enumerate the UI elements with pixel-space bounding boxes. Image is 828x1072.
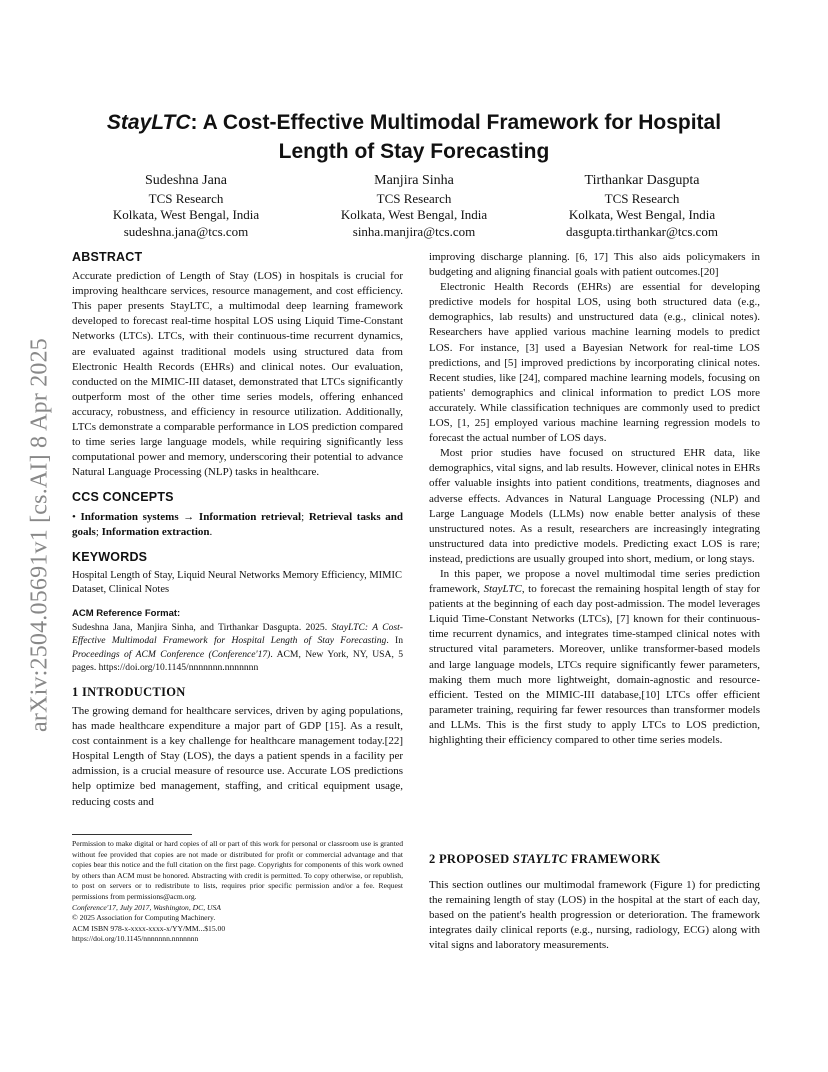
abstract-heading: ABSTRACT xyxy=(72,250,143,264)
ref-in: . In xyxy=(386,635,403,647)
ref-title: StayLTC: A Cost-Effective Multimodal Framework for Hospital Length of Stay Forecasting xyxy=(72,621,403,647)
author-location: Kolkata, West Bengal, India xyxy=(112,207,260,222)
left-column xyxy=(72,250,403,810)
author-location: Kolkata, West Bengal, India xyxy=(568,207,716,222)
section-2-text: This section outlines our multimodal framework (Figure 1) for predicting the remaining length of stay (LOS) in the hospital at the start of each day, based on the patient's health progression or deterioration. The framework integrates daily clinical reports (e.g., nursing, radiology, ECG) along with vital signs and laboratory measurements. xyxy=(429,879,760,952)
author-name: Manjira Sinha xyxy=(374,173,454,188)
author-affiliation: TCS Research xyxy=(148,190,224,206)
keywords-heading: KEYWORDS xyxy=(72,549,148,564)
arrow-icon: → xyxy=(183,510,195,523)
footnote-rule xyxy=(72,834,192,835)
ccs-term: Information systems xyxy=(80,510,179,523)
permission-text: Permission to make digital or hard copies of all or part of this work for personal or classroom use is granted without fee provided that copies are not made or distributed for profit or commercial advantage and that copies bear this notice and the full citation on the first page. Copyrights for components of this work owned by others than ACM must be honored. Abstracting with credit is permitted. To copy otherwise, or republish, to post on servers or to redistribute to lists, requires prior specific permission and/or a fee. Request permissions from permissions@acm.org. xyxy=(72,839,403,901)
intro-paragraph xyxy=(429,567,760,748)
ccs-bullet: • xyxy=(72,510,76,523)
ccs-heading: CCS CONCEPTS xyxy=(72,490,174,505)
section-2-heading xyxy=(429,852,760,867)
intro-paragraph: Electronic Health Records (EHRs) are essential for developing predictive models for hospital LOS, using both structured data (e.g., demographics, lab results) and unstructured data (e.g., clinical notes). Researchers have applied various machine learning models to predict LOS. For instance, [3] used a Bayesian Network for real-time LOS predictions, and [5] improved predictions by incorporating clinical notes. Recent studies, like [24], compared machine learning models, focusing on patients' demographics and clinical information to predict LOS more accurately. While classification techniques are commonly used to predict LOS, [1, 25] employed various machine learning regression models to forecast the actual number of LOS days. xyxy=(429,281,760,445)
author-name: Sudeshna Jana xyxy=(144,173,228,188)
section-2 xyxy=(429,852,760,965)
heading-text: FRAMEWORK xyxy=(570,852,661,866)
para-text: In this paper, we propose a novel multimodal time series prediction framework, xyxy=(429,567,760,596)
copyright-line: © 2025 Association for Computing Machinery. xyxy=(72,913,216,923)
keywords-text: Hospital Length of Stay, Liquid Neural Networks Memory Efficiency, MIMIC Dataset, Clinical Notes xyxy=(72,569,403,596)
keywords-section xyxy=(72,550,403,598)
intro-paragraph: Most prior studies have focused on structured EHR data, like demographics, vital signs, and lab results. However, clinical notes in EHRs offer valuable insights into patient conditions, treatments, diagnoses and adverse effects. Advances in Natural Language Processing (NLP) and Large Language Models (LLMs) now enable better analysis of these unstructured notes. As a result, researchers are increasingly integrating unstructured data into predictive models. Predicting exact LOS is rare; instead, predictions are usually grouped into short, medium, or long stays. xyxy=(429,447,760,565)
heading-text: 2 PROPOSED xyxy=(429,852,510,866)
author-email: sudeshna.jana@tcs.com xyxy=(123,223,249,239)
author-affiliation: TCS Research xyxy=(376,190,452,206)
intro-heading: 1 INTRODUCTION xyxy=(72,684,186,699)
ref-proceedings: Proceedings of ACM Conference (Conference'17) xyxy=(72,648,271,660)
abstract-text: Accurate prediction of Length of Stay (LOS) in hospitals is crucial for improving healthcare services, resource management, and cost efficiency. This paper presents StayLTC, a multimodal deep learning framework developed to forecast real-time hospital LOS using Liquid Time-Constant Networks (LTCs). LTCs, with their continuous-time recurrent dynamics, are evaluated against traditional models using structured data from Electronic Health Records (EHRs) and clinical notes. Our evaluation, conducted on the MIMIC-III dataset, demonstrated that LTCs significantly outperform most of the other time series models, offering enhanced accuracy, robustness, and efficiency in resource utilization. Additionally, LTCs demonstrate a comparable performance in LOS prediction compared to time series large language models, while requiring significantly less computational power and memory, underscoring their potential to advance Natural Language Processing (NLP) tasks in healthcare. xyxy=(72,270,403,479)
title-rest: : A Cost-Effective Multimodal Framework for Hospital Length of Stay Forecasting xyxy=(190,111,722,163)
ccs-term: Information extraction xyxy=(101,525,210,538)
intro-paragraph: improving discharge planning. [6, 17] This also aids policymakers in budgeting and aligning financial goals with patient outcomes.[20] xyxy=(429,251,760,279)
arxiv-stamp-text: arXiv:2504.05691v1 [cs.AI] 8 Apr 2025 xyxy=(26,337,53,733)
author-email: dasgupta.tirthankar@tcs.com xyxy=(565,223,719,239)
isbn-line: ACM ISBN 978-x-xxxx-xxxx-x/YY/MM...$15.00 xyxy=(72,923,226,933)
author-affiliation: TCS Research xyxy=(604,190,680,206)
heading-italic: STAYLTC xyxy=(512,852,568,866)
ref-authors: Sudeshna Jana, Manjira Sinha, and Tirthankar Dasgupta. 2025. xyxy=(72,621,328,633)
author-name: Tirthankar Dasgupta xyxy=(584,173,700,188)
author-email: sinha.manjira@tcs.com xyxy=(352,223,476,239)
ref-tail: . ACM, New York, NY, USA, 5 pages. https://doi.org/10.1145/nnnnnnn.nnnnnnn xyxy=(72,648,404,674)
author-1 xyxy=(72,173,300,240)
doi-line: https://doi.org/10.1145/nnnnnnn.nnnnnnn xyxy=(72,934,199,944)
footnote xyxy=(72,839,403,945)
author-2 xyxy=(300,173,528,240)
right-column xyxy=(429,250,760,748)
ccs-term: Retrieval tasks and goals xyxy=(72,510,404,538)
ccs-section xyxy=(72,490,403,539)
author-3 xyxy=(528,173,756,240)
acm-reference-heading: ACM Reference Format: xyxy=(72,607,181,619)
conference-line: Conference'17, July 2017, Washington, DC, USA xyxy=(72,902,221,912)
author-location: Kolkata, West Bengal, India xyxy=(340,207,488,222)
title-italic: StayLTC xyxy=(106,111,191,134)
acm-reference xyxy=(72,621,403,675)
para-italic: StayLTC xyxy=(483,583,522,596)
arxiv-stamp xyxy=(18,300,62,770)
paper-title xyxy=(72,108,756,166)
intro-left-text: The growing demand for healthcare services, driven by aging populations, has made healthcare expenditure a major part of GDP [15]. As a result, cost containment is a key challenge for healthcare management today.[22] Hospital Length of Stay (LOS), the days a patient spends in a facility per admission, is a crucial measure of resource use. Accurate LOS predictions help optimize bed management, staffing, and critical equipment usage, reducing costs and xyxy=(72,704,403,808)
ccs-term: Information retrieval xyxy=(198,510,302,523)
para-text: , to forecast the remaining hospital length of stay for patients at the beginning of each day post-admission. The model leverages Liquid Time-Constant Networks (LTCs), [7] known for their continuous-time recurrent dynamics, and integrates time-stamped clinical notes with structured vital parameters. Moreover, unlike transformer-based models and large language models, LTCs require significantly fewer parameters, making them much more lightweight, domain-agnostic and resource-efficient. Tested on the MIMIC-III database,[10] LTCs offer efficient parameter training, requiring far fewer resources than transformer models and LLMs. This is the first study to apply LTCs to LOS prediction, highlighting their efficiency compared to other time series models. xyxy=(429,583,761,746)
ccs-concepts: • Information systems → Information retrieval; Retrieval tasks and goals; Information extraction. xyxy=(72,510,404,538)
author-block xyxy=(72,173,756,245)
